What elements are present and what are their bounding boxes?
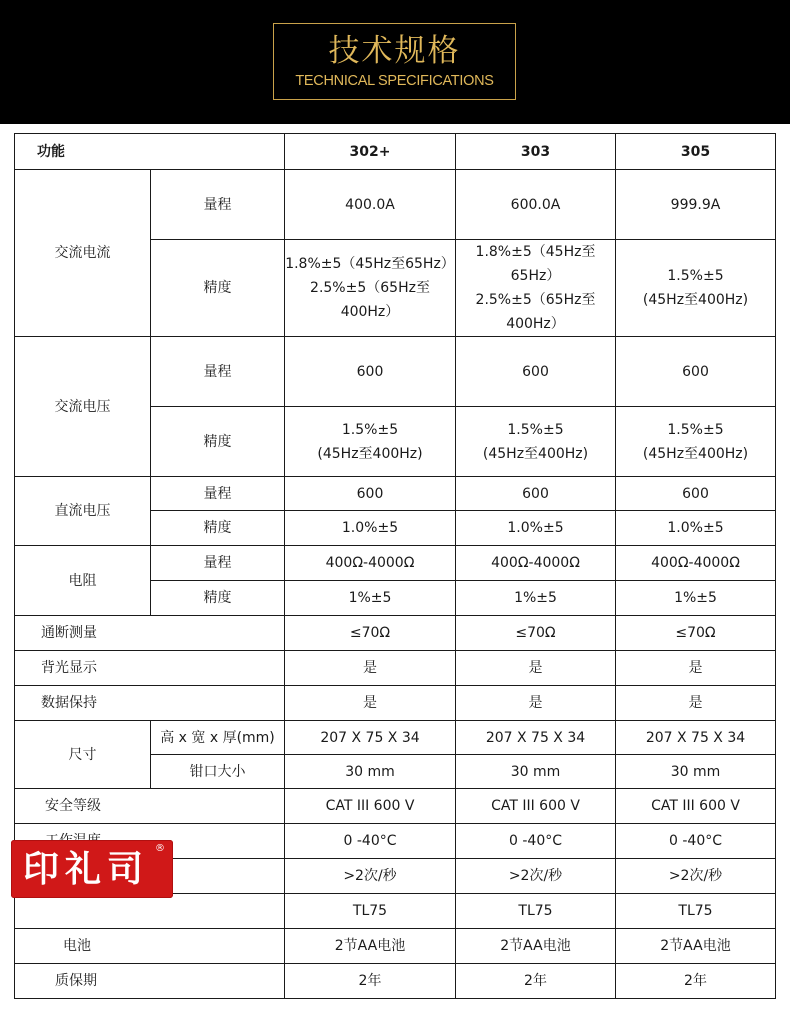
sub-label: 高 x 宽 x 厚(mm) [151,721,285,755]
table-cell: 600 [616,337,776,407]
table-cell: CAT III 600 V [616,789,776,824]
table-cell: 999.9A [616,170,776,240]
model-header: 303 [456,134,616,170]
table-row [15,170,776,240]
row-label: 交流电流 [15,170,151,337]
table-cell: 30 mm [285,755,456,789]
model-header: 302+ [285,134,456,170]
table-cell: 600.0A [456,170,616,240]
table-cell [285,240,456,337]
row-label: 电阻 [15,546,151,616]
row-label: 质保期 [15,964,285,999]
table-cell: 207 X 75 X 34 [616,721,776,755]
table-cell: 是 [456,651,616,686]
row-label: 直流电压 [15,477,151,546]
row-label: 背光显示 [15,651,285,686]
table-cell: 30 mm [616,755,776,789]
table-cell: 400Ω-4000Ω [456,546,616,581]
table-row [15,929,776,964]
cell-line: 1.5%±5 [667,421,724,438]
table-cell: 30 mm [456,755,616,789]
table-cell: 207 X 75 X 34 [456,721,616,755]
table-row [15,616,776,651]
feature-column-header: 功能 [15,134,285,170]
sub-label: 量程 [151,170,285,240]
table-row [15,789,776,824]
cell-line: (45Hz至400Hz) [482,445,589,462]
table-cell: 1%±5 [456,581,616,616]
table-cell: 是 [616,651,776,686]
table-cell: 600 [456,477,616,511]
row-label: 尺寸 [15,721,151,789]
cell-line: 2.5%±5（65Hz至400Hz） [475,292,596,332]
table-cell: >2次/秒 [285,859,456,894]
table-row [15,546,776,581]
table-cell: 400Ω-4000Ω [616,546,776,581]
table-cell: >2次/秒 [456,859,616,894]
table-cell: 2年 [285,964,456,999]
sub-label: 量程 [151,337,285,407]
table-cell: >2次/秒 [616,859,776,894]
table-cell: 400Ω-4000Ω [285,546,456,581]
table-cell: 600 [285,477,456,511]
table-cell: 1.0%±5 [456,511,616,546]
table-cell: TL75 [456,894,616,929]
header-banner [0,0,790,124]
table-cell [285,407,456,477]
table-header-row [15,134,776,170]
table-row [15,894,776,929]
table-cell: ≤70Ω [285,616,456,651]
row-label: 数据保持 [15,686,285,721]
table-cell [616,407,776,477]
sub-label: 量程 [151,477,285,511]
table-cell: 是 [285,686,456,721]
table-cell: 400.0A [285,170,456,240]
row-label: 通断测量 [15,616,285,651]
row-label [15,894,285,929]
sub-label: 钳口大小 [151,755,285,789]
cell-line: 1.5%±5 [507,421,564,438]
table-cell: 2节AA电池 [456,929,616,964]
cell-line: 1.8%±5（45Hz至65Hz） [285,256,455,272]
table-cell: ≤70Ω [456,616,616,651]
watermark-stamp [11,840,173,898]
registered-mark: ® [155,843,165,854]
cell-line: 1.5%±5 [341,421,399,438]
row-label: 交流电压 [15,337,151,477]
stamp-text: 印礼司 [22,848,149,890]
table-row [15,721,776,755]
row-label: 安全等级 [15,789,285,824]
table-row [15,477,776,511]
table-cell: TL75 [285,894,456,929]
table-cell [456,407,616,477]
table-cell: TL75 [616,894,776,929]
table-cell: 1%±5 [285,581,456,616]
table-cell: 600 [285,337,456,407]
table-cell: CAT III 600 V [285,789,456,824]
table-row [15,964,776,999]
cell-line: (45Hz至400Hz) [317,445,423,462]
sub-label: 量程 [151,546,285,581]
table-cell: 1.0%±5 [616,511,776,546]
table-cell: 2年 [616,964,776,999]
title-frame [273,23,516,100]
table-cell: 2节AA电池 [285,929,456,964]
row-label: 电池 [15,929,285,964]
table-cell: 1.0%±5 [285,511,456,546]
table-cell: 0 -40°C [456,824,616,859]
sub-label: 精度 [151,407,285,477]
table-cell: 2节AA电池 [616,929,776,964]
page-title: 技术规格 [328,33,461,69]
table-cell [456,240,616,337]
table-cell: 600 [456,337,616,407]
cell-line: 1.5%±5 [667,268,724,284]
table-cell [616,240,776,337]
sub-label: 精度 [151,240,285,337]
table-row [15,337,776,407]
table-cell: 600 [616,477,776,511]
table-cell: 0 -40°C [616,824,776,859]
table-cell: 1%±5 [616,581,776,616]
table-cell: ≤70Ω [616,616,776,651]
table-row [15,651,776,686]
model-header: 305 [616,134,776,170]
table-cell: 是 [285,651,456,686]
table-cell: 是 [616,686,776,721]
table-cell: 2年 [456,964,616,999]
sub-label: 精度 [151,511,285,546]
cell-line: (45Hz至400Hz) [642,292,749,308]
sub-label: 精度 [151,581,285,616]
cell-line: 2.5%±5（65Hz至400Hz） [310,280,430,320]
table-cell: CAT III 600 V [456,789,616,824]
table-cell: 0 -40°C [285,824,456,859]
table-cell: 207 X 75 X 34 [285,721,456,755]
cell-line: (45Hz至400Hz) [642,445,749,462]
page-subtitle: TECHNICAL SPECIFICATIONS [295,73,494,89]
table-cell: 是 [456,686,616,721]
table-row [15,686,776,721]
cell-line: 1.8%±5（45Hz至65Hz） [475,244,596,284]
